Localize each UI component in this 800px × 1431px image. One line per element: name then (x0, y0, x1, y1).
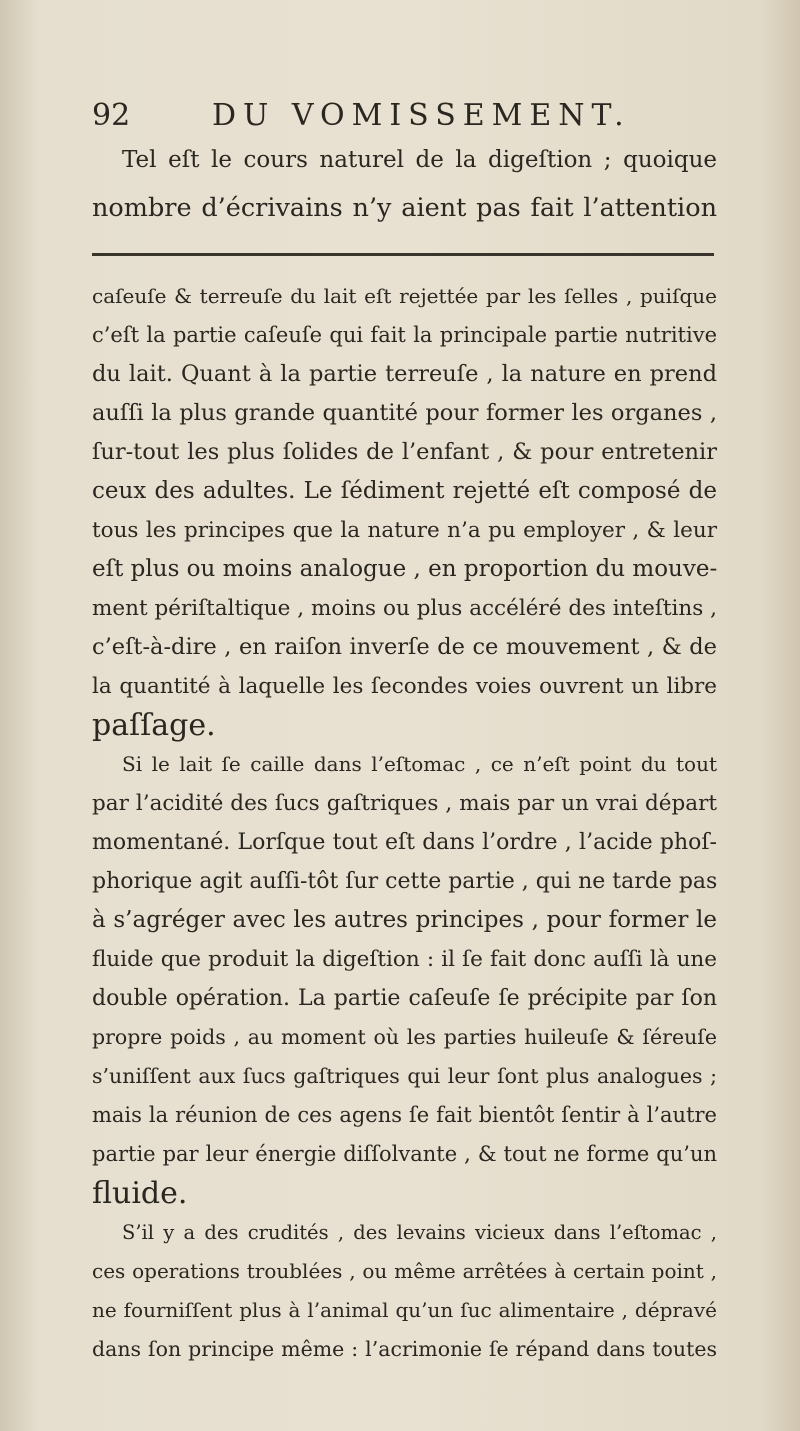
text-line: phorique agit auſſi-tôt ſur cette partie , qui ne tarde pas (92, 869, 718, 894)
text-line: S’il y a des crudités , des levains vicieux dans l’eſtomac , (122, 1221, 717, 1244)
page-number: 92 (92, 98, 131, 133)
text-line: Si le lait ſe caille dans l’eſtomac , ce n’eſt point du tout (122, 752, 717, 776)
text-line: partie par leur énergie diſſolvante , & tout ne forme qu’un (92, 1142, 717, 1166)
text-line: ne fourniſſent plus à l’animal qu’un ſuc alimentaire , dépravé (92, 1298, 717, 1322)
text-line: à s’agréger avec les autres principes , pour former le (92, 907, 717, 933)
text-line: Tel eſt le cours naturel de la digeſtion ; quoique (122, 147, 717, 173)
text-line: nombre d’écrivains n’y aient pas fait l’attention (92, 193, 717, 223)
text-line: par l’acidité des ſucs gaſtriques , mais par un vrai départ (92, 791, 717, 816)
text-line: double opération. La partie caſeuſe ſe précipite par ſon (92, 986, 717, 1011)
page-header (92, 98, 732, 138)
text-line: propre poids , au moment où les parties huileuſe & ſéreuſe (92, 1025, 717, 1049)
text-line: dans ſon principe même : l’acrimonie ſe répand dans toutes (92, 1337, 717, 1361)
text-line: mais la réunion de ces agens ſe fait bientôt ſentir à l’autre (92, 1103, 717, 1127)
top-paragraph-fragment (92, 136, 717, 232)
text-line: ces operations troublées , ou même arrêtées à certain point , (92, 1259, 717, 1283)
divider-rule (92, 253, 714, 256)
text-line: tous les principes que la nature n’a pu employer , & leur (92, 518, 717, 543)
text-line: momentané. Lorſque tout eſt dans l’ordre , l’acide phoſ- (92, 830, 717, 855)
text-line: auſſi la plus grande quantité pour former les organes , (92, 400, 717, 426)
text-line: ſur-tout les plus ſolides de l’enfant , & pour entretenir (92, 439, 717, 465)
text-line: paſſage. (92, 708, 216, 743)
text-line: ceux des adultes. Le ſédiment rejetté eſt composé de (92, 478, 717, 504)
text-line: ment périſtaltique , moins ou plus accéléré des inteſtins , (92, 596, 717, 621)
text-line: c’eſt-à-dire , en raiſon inverſe de ce mouvement , & de (92, 634, 717, 660)
text-line: la quantité à laquelle les ſecondes voies ouvrent un libre (92, 674, 717, 699)
text-line: eſt plus ou moins analogue , en proportion du mouve- (92, 556, 718, 582)
running-title: DU VOMISSEMENT. (212, 98, 631, 133)
text-line: s’uniſſent aux ſucs gaſtriques qui leur ſont plus analogues ; (92, 1064, 717, 1088)
main-text (92, 277, 717, 1369)
text-line: caſeuſe & terreuſe du lait eſt rejettée par les ſelles , puiſque (92, 284, 717, 308)
text-line: c’eſt la partie caſeuſe qui fait la principale partie nutritive (92, 323, 717, 347)
text-line: fluide. (92, 1176, 188, 1211)
text-line: fluide que produit la digeſtion : il ſe fait donc auſſi là une (92, 947, 717, 972)
text-line: du lait. Quant à la partie terreuſe , la nature en prend (92, 361, 717, 387)
